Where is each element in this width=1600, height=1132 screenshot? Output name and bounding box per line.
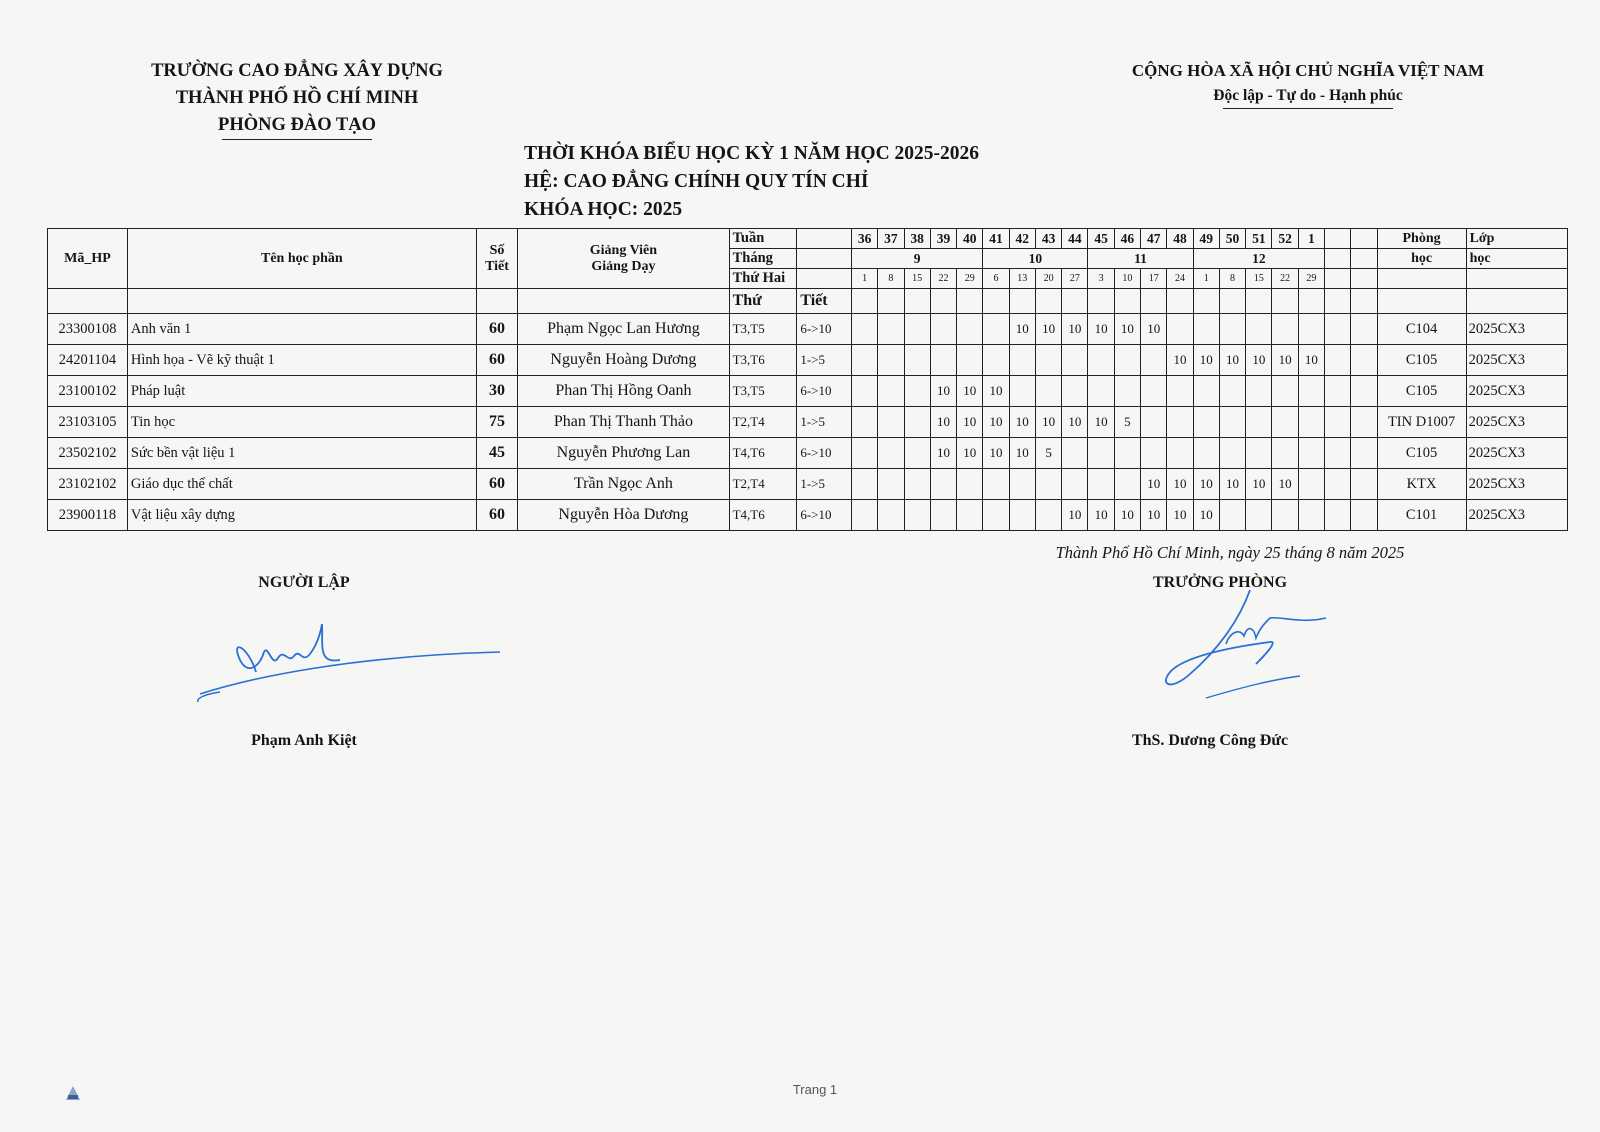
week-periods-cell — [1298, 407, 1324, 438]
week-periods-cell — [1298, 376, 1324, 407]
week-number: 38 — [904, 229, 930, 249]
week-periods-cell — [1325, 469, 1351, 500]
week-periods-cell — [930, 345, 956, 376]
week-periods-cell — [1325, 314, 1351, 345]
week-periods-cell: 10 — [1114, 500, 1140, 531]
monday-date: 10 — [1114, 269, 1140, 289]
course-class: 2025CX3 — [1466, 376, 1567, 407]
week-periods-cell — [1035, 500, 1061, 531]
head-title: TRƯỞNG PHÒNG — [1152, 574, 1288, 591]
course-periods: 60 — [476, 345, 517, 376]
week-periods-cell — [1193, 438, 1219, 469]
monday-date — [1325, 269, 1351, 289]
monday-date: 22 — [930, 269, 956, 289]
course-name: Hình họa - Vẽ kỹ thuật 1 — [127, 345, 476, 376]
course-class: 2025CX3 — [1466, 314, 1567, 345]
week-number: 39 — [930, 229, 956, 249]
course-periods: 45 — [476, 438, 517, 469]
table-row — [48, 314, 1568, 345]
week-periods-cell — [930, 500, 956, 531]
week-number: 41 — [983, 229, 1009, 249]
preparer-signature — [190, 616, 510, 712]
week-periods-cell: 10 — [1246, 469, 1272, 500]
timetable — [47, 228, 1568, 531]
week-periods-cell: 10 — [930, 407, 956, 438]
school-header — [112, 58, 482, 140]
week-periods-cell: 10 — [983, 376, 1009, 407]
col-header-code: Mã_HP — [48, 229, 128, 289]
week-periods-cell — [983, 345, 1009, 376]
week-periods-cell — [957, 314, 983, 345]
week-number: 52 — [1272, 229, 1298, 249]
course-days: T4,T6 — [729, 438, 797, 469]
course-code: 23102102 — [48, 469, 128, 500]
week-periods-cell — [1141, 345, 1167, 376]
week-periods-cell: 10 — [1193, 469, 1219, 500]
week-periods-cell — [1298, 314, 1324, 345]
week-periods-cell: 10 — [1193, 345, 1219, 376]
week-periods-cell — [1088, 345, 1114, 376]
week-periods-cell — [851, 469, 877, 500]
course-teacher: Nguyễn Phương Lan — [518, 438, 729, 469]
week-periods-cell: 10 — [1246, 345, 1272, 376]
col-header-name: Tên học phần — [127, 229, 476, 289]
course-code: 24201104 — [48, 345, 128, 376]
week-periods-cell — [1088, 438, 1114, 469]
course-periods: 75 — [476, 407, 517, 438]
course-room: KTX — [1377, 469, 1466, 500]
course-periods: 60 — [476, 469, 517, 500]
header-row-day-time — [48, 289, 1568, 314]
week-periods-cell — [851, 314, 877, 345]
course-periods: 60 — [476, 314, 517, 345]
week-periods-cell — [1272, 407, 1298, 438]
course-teacher: Nguyễn Hoàng Dương — [518, 345, 729, 376]
week-periods-cell — [851, 500, 877, 531]
week-periods-cell: 10 — [1062, 500, 1088, 531]
week-periods-cell: 10 — [1193, 500, 1219, 531]
course-teacher: Phạm Ngọc Lan Hương — [518, 314, 729, 345]
course-teacher: Trần Ngọc Anh — [518, 469, 729, 500]
course-name: Tin học — [127, 407, 476, 438]
week-periods-cell: 10 — [983, 438, 1009, 469]
week-periods-cell — [1141, 438, 1167, 469]
course-class: 2025CX3 — [1466, 407, 1567, 438]
week-periods-cell — [1351, 500, 1377, 531]
week-periods-cell — [878, 314, 904, 345]
week-number: 42 — [1009, 229, 1035, 249]
week-periods-cell — [983, 500, 1009, 531]
week-periods-cell: 5 — [1035, 438, 1061, 469]
week-periods-cell — [1351, 438, 1377, 469]
table-row — [48, 345, 1568, 376]
week-number: 51 — [1246, 229, 1272, 249]
course-days: T3,T5 — [729, 376, 797, 407]
week-number: 1 — [1298, 229, 1324, 249]
table-row — [48, 500, 1568, 531]
week-periods-cell — [1141, 407, 1167, 438]
motto-underline — [1223, 108, 1393, 109]
week-periods-cell — [1246, 314, 1272, 345]
monday-date: 3 — [1088, 269, 1114, 289]
table-row — [48, 438, 1568, 469]
week-periods-cell: 10 — [1167, 500, 1193, 531]
preparer-title: NGƯỜI LẬP — [258, 574, 350, 591]
week-periods-cell — [1035, 376, 1061, 407]
week-periods-cell — [1351, 469, 1377, 500]
week-periods-cell — [1167, 438, 1193, 469]
school-city: THÀNH PHỐ HỒ CHÍ MINH — [175, 88, 419, 108]
label-period: Tiết — [797, 289, 852, 314]
table-row — [48, 469, 1568, 500]
course-code: 23900118 — [48, 500, 128, 531]
week-periods-cell: 10 — [1114, 314, 1140, 345]
week-periods-cell — [1062, 438, 1088, 469]
course-name: Sức bền vật liệu 1 — [127, 438, 476, 469]
week-periods-cell: 10 — [1219, 345, 1245, 376]
course-class: 2025CX3 — [1466, 345, 1567, 376]
week-periods-cell — [904, 500, 930, 531]
week-periods-cell — [1062, 345, 1088, 376]
school-name: TRƯỜNG CAO ĐẲNG XÂY DỰNG — [151, 61, 443, 81]
label-weekday: Thứ — [729, 289, 797, 314]
week-periods-cell — [878, 376, 904, 407]
course-time: 1->5 — [797, 407, 852, 438]
col-header-periods: Số Tiết — [476, 229, 517, 289]
week-periods-cell — [1193, 376, 1219, 407]
week-periods-cell — [1193, 314, 1219, 345]
course-days: T3,T5 — [729, 314, 797, 345]
week-periods-cell: 10 — [930, 376, 956, 407]
week-periods-cell: 10 — [1141, 469, 1167, 500]
national-motto: Độc lập - Tự do - Hạnh phúc — [1213, 87, 1403, 104]
week-number: 47 — [1141, 229, 1167, 249]
monday-date: 24 — [1167, 269, 1193, 289]
week-periods-cell — [851, 407, 877, 438]
monday-date: 17 — [1141, 269, 1167, 289]
week-periods-cell: 10 — [1088, 407, 1114, 438]
course-time: 6->10 — [797, 314, 852, 345]
week-periods-cell — [1062, 469, 1088, 500]
week-periods-cell — [1272, 376, 1298, 407]
week-periods-cell: 10 — [1035, 314, 1061, 345]
week-periods-cell — [1246, 376, 1272, 407]
week-periods-cell — [1298, 438, 1324, 469]
monday-date: 22 — [1272, 269, 1298, 289]
cohort-title: KHÓA HỌC: 2025 — [524, 199, 683, 220]
table-row — [48, 407, 1568, 438]
week-number: 50 — [1219, 229, 1245, 249]
course-room: C105 — [1377, 376, 1466, 407]
course-room: TIN D1007 — [1377, 407, 1466, 438]
week-periods-cell — [1062, 376, 1088, 407]
week-periods-cell: 10 — [1009, 407, 1035, 438]
course-name: Vật liệu xây dựng — [127, 500, 476, 531]
monday-date: 1 — [1193, 269, 1219, 289]
week-periods-cell — [1219, 500, 1245, 531]
header-underline — [222, 139, 372, 140]
national-title: CỘNG HÒA XÃ HỘI CHỦ NGHĨA VIỆT NAM — [1131, 61, 1485, 80]
week-number: 45 — [1088, 229, 1114, 249]
course-days: T2,T4 — [729, 469, 797, 500]
monday-date: 20 — [1035, 269, 1061, 289]
week-periods-cell — [878, 407, 904, 438]
label-month: Tháng — [729, 249, 797, 269]
week-periods-cell — [1325, 438, 1351, 469]
course-code: 23103105 — [48, 407, 128, 438]
national-header — [1108, 58, 1508, 109]
week-periods-cell — [904, 314, 930, 345]
week-periods-cell — [851, 345, 877, 376]
course-room: C105 — [1377, 345, 1466, 376]
week-periods-cell — [904, 376, 930, 407]
week-periods-cell — [1325, 500, 1351, 531]
week-periods-cell — [1272, 314, 1298, 345]
week-periods-cell — [904, 345, 930, 376]
header-row-weeks — [48, 229, 1568, 249]
week-number: 48 — [1167, 229, 1193, 249]
week-periods-cell — [1167, 314, 1193, 345]
col-header-room: Phòng — [1377, 229, 1466, 249]
week-number: 36 — [851, 229, 877, 249]
department-name: PHÒNG ĐÀO TẠO — [218, 115, 376, 135]
week-periods-cell — [1298, 500, 1324, 531]
monday-date: 8 — [878, 269, 904, 289]
week-periods-cell — [957, 500, 983, 531]
week-periods-cell: 10 — [983, 407, 1009, 438]
schedule-title: THỜI KHÓA BIỂU HỌC KỲ 1 NĂM HỌC 2025-2026 — [524, 143, 980, 164]
week-periods-cell — [1246, 500, 1272, 531]
week-periods-cell: 10 — [1009, 438, 1035, 469]
week-periods-cell — [1351, 345, 1377, 376]
course-room: C104 — [1377, 314, 1466, 345]
week-periods-cell — [1219, 438, 1245, 469]
course-days: T3,T6 — [729, 345, 797, 376]
week-periods-cell: 10 — [1009, 314, 1035, 345]
course-time: 6->10 — [797, 376, 852, 407]
label-monday: Thứ Hai — [729, 269, 797, 289]
monday-date: 1 — [851, 269, 877, 289]
timetable-body — [48, 314, 1568, 531]
week-periods-cell: 10 — [1088, 500, 1114, 531]
monday-date: 8 — [1219, 269, 1245, 289]
week-periods-cell — [983, 314, 1009, 345]
week-periods-cell: 10 — [1062, 407, 1088, 438]
week-periods-cell — [904, 438, 930, 469]
week-periods-cell — [1246, 407, 1272, 438]
week-periods-cell: 10 — [957, 376, 983, 407]
week-periods-cell — [1325, 407, 1351, 438]
week-periods-cell — [1193, 407, 1219, 438]
month-cell: 12 — [1193, 249, 1324, 269]
week-number: 43 — [1035, 229, 1061, 249]
week-number: 44 — [1062, 229, 1088, 249]
week-periods-cell — [1088, 469, 1114, 500]
course-days: T4,T6 — [729, 500, 797, 531]
week-periods-cell — [1009, 376, 1035, 407]
course-teacher: Phan Thị Thanh Thảo — [518, 407, 729, 438]
course-days: T2,T4 — [729, 407, 797, 438]
table-row — [48, 376, 1568, 407]
head-signature — [1160, 588, 1330, 706]
week-periods-cell — [851, 438, 877, 469]
monday-date: 6 — [983, 269, 1009, 289]
week-periods-cell: 10 — [957, 438, 983, 469]
week-periods-cell — [1141, 376, 1167, 407]
monday-date — [1351, 269, 1377, 289]
week-periods-cell: 10 — [1219, 469, 1245, 500]
week-periods-cell: 10 — [930, 438, 956, 469]
scanner-mark-icon — [62, 1082, 84, 1102]
col-header-teacher: Giảng Viên Giảng Dạy — [518, 229, 729, 289]
week-periods-cell: 10 — [1167, 345, 1193, 376]
head-name: ThS. Dương Công Đức — [1131, 732, 1289, 749]
preparer-name: Phạm Anh Kiệt — [251, 732, 357, 749]
course-name: Giáo dục thể chất — [127, 469, 476, 500]
course-periods: 60 — [476, 500, 517, 531]
week-periods-cell: 10 — [1167, 469, 1193, 500]
col-header-room-2: học — [1377, 249, 1466, 269]
course-name: Pháp luật — [127, 376, 476, 407]
week-periods-cell — [878, 500, 904, 531]
week-periods-cell — [1219, 376, 1245, 407]
week-periods-cell: 10 — [1141, 500, 1167, 531]
week-periods-cell — [1114, 438, 1140, 469]
course-class: 2025CX3 — [1466, 500, 1567, 531]
week-periods-cell — [904, 407, 930, 438]
program-title: HỆ: CAO ĐẲNG CHÍNH QUY TÍN CHỈ — [524, 171, 869, 192]
week-number: 49 — [1193, 229, 1219, 249]
week-periods-cell — [1351, 376, 1377, 407]
document-titles — [524, 140, 979, 224]
week-periods-cell — [1035, 469, 1061, 500]
week-periods-cell: 10 — [957, 407, 983, 438]
week-periods-cell — [1114, 345, 1140, 376]
course-teacher: Nguyễn Hòa Dương — [518, 500, 729, 531]
month-cell: 11 — [1088, 249, 1193, 269]
week-periods-cell: 5 — [1114, 407, 1140, 438]
course-code: 23300108 — [48, 314, 128, 345]
week-periods-cell: 10 — [1298, 345, 1324, 376]
course-time: 6->10 — [797, 500, 852, 531]
week-periods-cell — [1114, 376, 1140, 407]
week-periods-cell — [1351, 314, 1377, 345]
week-number — [1351, 229, 1377, 249]
week-periods-cell — [1009, 500, 1035, 531]
week-periods-cell: 10 — [1035, 407, 1061, 438]
week-periods-cell — [983, 469, 1009, 500]
course-class: 2025CX3 — [1466, 438, 1567, 469]
week-periods-cell — [930, 314, 956, 345]
sign-date: Thành Phố Hồ Chí Minh, ngày 25 tháng 8 năm 2025 — [1055, 543, 1405, 562]
week-periods-cell: 10 — [1272, 469, 1298, 500]
week-periods-cell: 10 — [1141, 314, 1167, 345]
course-time: 1->5 — [797, 345, 852, 376]
course-name: Anh văn 1 — [127, 314, 476, 345]
week-periods-cell: 10 — [1062, 314, 1088, 345]
col-header-class: Lớp — [1466, 229, 1567, 249]
course-class: 2025CX3 — [1466, 469, 1567, 500]
week-periods-cell — [1272, 438, 1298, 469]
week-periods-cell — [1325, 376, 1351, 407]
week-number — [1325, 229, 1351, 249]
course-time: 1->5 — [797, 469, 852, 500]
week-periods-cell — [1167, 376, 1193, 407]
week-periods-cell — [878, 469, 904, 500]
course-teacher: Phan Thị Hồng Oanh — [518, 376, 729, 407]
week-number: 46 — [1114, 229, 1140, 249]
week-periods-cell — [878, 438, 904, 469]
monday-date: 13 — [1009, 269, 1035, 289]
week-number: 37 — [878, 229, 904, 249]
week-periods-cell — [1035, 345, 1061, 376]
label-week: Tuần — [729, 229, 797, 249]
week-periods-cell — [1167, 407, 1193, 438]
week-periods-cell — [878, 345, 904, 376]
week-periods-cell — [1088, 376, 1114, 407]
week-periods-cell — [1246, 438, 1272, 469]
week-periods-cell — [1351, 407, 1377, 438]
week-periods-cell — [904, 469, 930, 500]
week-periods-cell — [1298, 469, 1324, 500]
course-room: C101 — [1377, 500, 1466, 531]
monday-date: 15 — [1246, 269, 1272, 289]
month-cell: 9 — [851, 249, 982, 269]
week-periods-cell — [1272, 500, 1298, 531]
week-periods-cell — [957, 469, 983, 500]
course-code: 23502102 — [48, 438, 128, 469]
week-periods-cell — [1009, 345, 1035, 376]
week-periods-cell: 10 — [1088, 314, 1114, 345]
week-periods-cell — [1009, 469, 1035, 500]
week-periods-cell: 10 — [1272, 345, 1298, 376]
monday-date: 29 — [957, 269, 983, 289]
month-cell: 10 — [983, 249, 1088, 269]
week-periods-cell — [1219, 314, 1245, 345]
week-periods-cell — [851, 376, 877, 407]
week-periods-cell — [1219, 407, 1245, 438]
course-room: C105 — [1377, 438, 1466, 469]
monday-date: 27 — [1062, 269, 1088, 289]
week-periods-cell — [1325, 345, 1351, 376]
week-periods-cell — [1114, 469, 1140, 500]
col-header-class-2: học — [1466, 249, 1567, 269]
week-periods-cell — [930, 469, 956, 500]
monday-date: 29 — [1298, 269, 1324, 289]
week-periods-cell — [957, 345, 983, 376]
course-time: 6->10 — [797, 438, 852, 469]
monday-date: 15 — [904, 269, 930, 289]
page-number: Trang 1 — [792, 1082, 838, 1097]
week-number: 40 — [957, 229, 983, 249]
course-periods: 30 — [476, 376, 517, 407]
course-code: 23100102 — [48, 376, 128, 407]
